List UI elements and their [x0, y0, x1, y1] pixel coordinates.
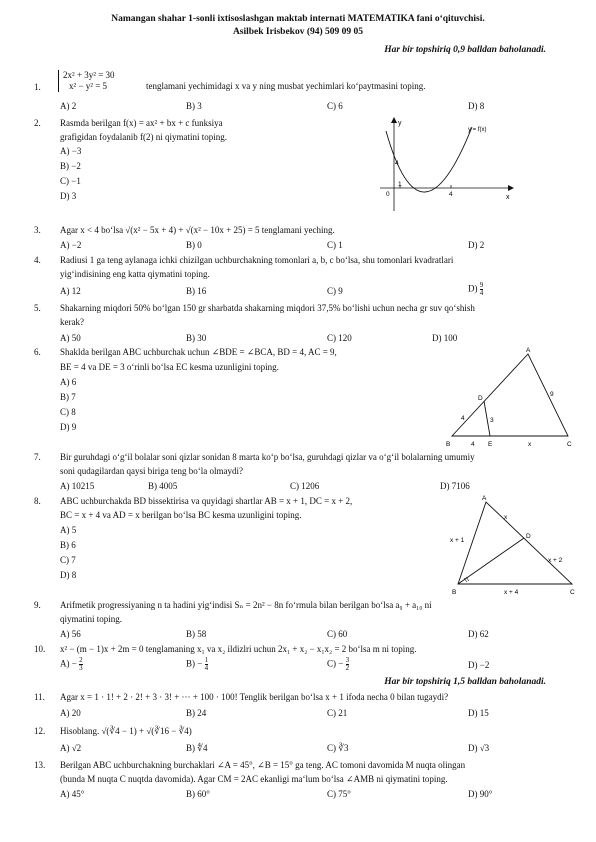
- q10-option-b-fraction: [205, 657, 209, 672]
- q3-number: 3.: [34, 225, 41, 235]
- frac-numerator: 2: [79, 656, 83, 664]
- tick-label-y4: 4: [395, 160, 399, 167]
- q8-line2: BC = x + 4 va AD = x berilgan bo‘lsa BC kesma uzunligini toping.: [60, 510, 302, 520]
- q11-option-a[interactable]: A) 20: [60, 708, 81, 718]
- frac-denominator: 3: [79, 664, 83, 672]
- frac-numerator: 1: [204, 656, 209, 664]
- q8-line1: ABC uchburchakda BD bissektirisa va quyidagi shartlar AB = x + 1, DC = x + 2,: [60, 496, 353, 506]
- point-e-label: E: [488, 441, 493, 448]
- q2-option-d[interactable]: D) 3: [60, 191, 77, 201]
- q4-number: 4.: [34, 255, 41, 265]
- side-ab-label: x + 1: [450, 537, 465, 544]
- q10-option-c[interactable]: [327, 657, 349, 672]
- section-heading-1: Har bir topshiriq 0,9 balldan baholanadi.: [384, 45, 546, 55]
- x-axis-arrow-icon: [508, 185, 514, 191]
- side-dc-label: x + 2: [548, 557, 563, 564]
- q4-line2: yig‘indisining eng katta qiymatini toping.: [60, 269, 210, 279]
- origin-label: 0: [386, 191, 390, 198]
- q3-text: Agar x < 4 bo‘lsa √(x² − 5x + 4) + √(x² − 10x + 25) = 5 tenglamani yeching.: [60, 225, 335, 235]
- q3-option-d[interactable]: D) 2: [468, 240, 485, 250]
- q2-line1: Rasmda berilgan f(x) = ax² + bx + c funksiya: [60, 118, 223, 128]
- q10-option-b-prefix: B) −: [186, 658, 203, 669]
- q2-line2: grafigidan foydalanib f(2) ni qiymatini toping.: [60, 132, 227, 142]
- side-ad-label: x: [504, 514, 508, 521]
- bisector-bd: [458, 538, 524, 584]
- q7-number: 7.: [34, 452, 41, 462]
- q7-option-d[interactable]: D) 7106: [440, 481, 470, 491]
- q6-number: 6.: [34, 347, 41, 357]
- q9-option-d[interactable]: D) 62: [468, 629, 489, 639]
- q13-line2: (bunda M nuqta C nuqtda davomida). Agar CM = 2AC ekanligi ma‘lum bo‘lsa ∠AMB ni qiymatini toping.: [60, 774, 448, 784]
- vertex-c-label: C: [570, 589, 575, 596]
- y-axis-label: y: [398, 120, 402, 127]
- q10-option-a[interactable]: [60, 657, 83, 672]
- q9-line2: qiymatini toping.: [60, 614, 122, 624]
- q2-option-a[interactable]: A) −3: [60, 146, 82, 156]
- vertex-b-label: B: [452, 589, 457, 596]
- q12-option-d[interactable]: D) √3: [468, 743, 490, 753]
- q10-text: x² − (m − 1)x + 2m = 0 tenglamaning x₁ va x₂ ildizlri uchun 2x₁ + x₂ − x₁x₂ = 2 bo‘lsa m ni toping.: [60, 644, 417, 654]
- side-bc-label: x + 4: [504, 589, 519, 596]
- q1-eq1: 2x² + 3y² = 30: [63, 70, 115, 80]
- vertex-a-label: A: [526, 347, 531, 354]
- point-d-label: D: [526, 533, 531, 540]
- q2-option-b[interactable]: B) −2: [60, 161, 81, 171]
- q1-number: 1.: [34, 82, 41, 92]
- q3-option-c[interactable]: C) 1: [327, 240, 343, 250]
- q2-option-c[interactable]: C) −1: [60, 176, 81, 186]
- side-ac-label: 9: [550, 391, 554, 398]
- q1-option-c[interactable]: C) 6: [327, 101, 343, 111]
- q2-parabola-graph: [376, 115, 516, 215]
- q12-option-a[interactable]: A) √2: [60, 743, 82, 753]
- q5-option-c[interactable]: C) 120: [327, 333, 352, 343]
- q11-option-b[interactable]: B) 24: [186, 708, 207, 718]
- tick-label-x1: 1: [398, 181, 402, 188]
- q6-option-b[interactable]: B) 7: [60, 392, 76, 402]
- q7-option-a[interactable]: A) 10215: [60, 481, 95, 491]
- q7-line1: Bir guruhdagi o‘g‘il bolalar soni qizlar sonidan 8 marta ko‘p bo‘lsa, guruhdagi qizlar va o‘g‘il bolalarning umumiy: [60, 452, 475, 462]
- q8-number: 8.: [34, 496, 41, 506]
- q4-line1: Radiusi 1 ga teng aylanaga ichki chizilgan uchburchakning tomonlari a, b, c bo‘lsa, shu tomonlari kvadratlari: [60, 255, 454, 265]
- frac-denominator: 4: [204, 664, 209, 672]
- q2-number: 2.: [34, 118, 41, 128]
- q6-option-c[interactable]: C) 8: [60, 407, 76, 417]
- q12-number: 12.: [34, 726, 46, 736]
- q5-line1: Shakarning miqdori 50% bo‘lgan 150 gr sharbatda shakarning miqdori 37,5% bo‘lishi uchun necha gr suv qo‘shish: [60, 303, 475, 313]
- q1-option-d[interactable]: D) 8: [468, 101, 485, 111]
- q5-option-d[interactable]: D) 100: [432, 333, 458, 343]
- q7-option-b[interactable]: B) 4005: [148, 481, 178, 491]
- q4-option-c[interactable]: C) 9: [327, 286, 343, 296]
- q13-option-a[interactable]: A) 45°: [60, 789, 85, 799]
- function-label: y = f(x): [468, 127, 487, 133]
- header-contact: Asilbek Irisbekov (94) 509 09 05: [232, 27, 364, 37]
- q9-number: 9.: [34, 600, 41, 610]
- q8-option-a[interactable]: A) 5: [60, 525, 77, 535]
- side-de-label: 3: [490, 417, 494, 424]
- q5-line2: kerak?: [60, 317, 84, 327]
- q13-number: 13.: [34, 760, 46, 770]
- side-ec-label: x: [528, 441, 532, 448]
- q7-line2: soni qudagilardan qaysi biriga teng bo‘la olmaydi?: [60, 466, 243, 476]
- q10-option-c-prefix: C) −: [327, 658, 344, 669]
- q12-text: Hisoblang. √(∛4 − 1) + √(∛16 − ∛4): [60, 726, 192, 736]
- q1-option-b[interactable]: B) 3: [186, 101, 202, 111]
- header-teacher: Namangan shahar 1-sonli ixtisoslashgan maktab internati MATEMATIKA fani o‘qituvchisi.: [111, 14, 485, 24]
- q9-line1: Arifmetik progressiyaning n ta hadini yig‘indisi Sₙ = 2n² − 8n fo‘rmula bilan berilgan bo‘lsa a₉ + a₁₀ ni: [60, 600, 432, 610]
- q1-eq2: x² − y² = 5: [69, 81, 108, 91]
- q13-option-d[interactable]: D) 90°: [468, 789, 493, 799]
- q3-option-b[interactable]: B) 0: [186, 240, 202, 250]
- q11-number: 11.: [34, 692, 45, 702]
- q9-option-b[interactable]: B) 58: [186, 629, 207, 639]
- q10-option-d[interactable]: D) −2: [468, 660, 490, 670]
- q9-option-c[interactable]: C) 60: [327, 629, 348, 639]
- q1-system: [58, 70, 115, 92]
- q8-option-d[interactable]: D) 8: [60, 570, 77, 580]
- q3-option-a[interactable]: A) −2: [60, 240, 82, 250]
- q6-option-d[interactable]: D) 9: [60, 422, 77, 432]
- q11-option-d[interactable]: D) 15: [468, 708, 489, 718]
- q8-option-b[interactable]: B) 6: [60, 540, 76, 550]
- q4-option-d-prefix: D): [468, 283, 478, 294]
- q9-option-a[interactable]: A) 56: [60, 629, 81, 639]
- frac-denominator: 2: [345, 664, 350, 672]
- q11-option-c[interactable]: C) 21: [327, 708, 348, 718]
- vertex-a-label: A: [482, 495, 487, 502]
- q8-triangle-figure: [448, 494, 580, 600]
- q7-option-c[interactable]: C) 1206: [290, 481, 320, 491]
- q4-option-b[interactable]: B) 16: [186, 286, 207, 296]
- q13-line1: Berilgan ABC uchburchakning burchaklari ∠A = 45°, ∠B = 15° ga teng. AC tomoni davomida M nuqta olingan: [60, 760, 466, 770]
- q5-option-a[interactable]: A) 50: [60, 333, 81, 343]
- x-axis-label: x: [506, 194, 510, 201]
- q11-text: Agar x = 1 · 1! + 2 · 2! + 3 · 3! + ··· + 100 · 100! Tenglik berilgan bo‘lsa x + 1 ifoda necha 0 bilan tugaydi?: [60, 692, 449, 702]
- q10-option-a-prefix: A) −: [60, 658, 77, 669]
- q6-line2: BE = 4 va DE = 3 o‘rinli bo‘lsa EC kesma uzunligini toping.: [60, 362, 279, 372]
- q13-option-b[interactable]: B) 60°: [186, 789, 210, 799]
- frac-numerator: 3: [345, 656, 350, 664]
- q10-option-c-fraction: [346, 657, 350, 672]
- q10-option-a-fraction: [79, 657, 83, 672]
- vertex-c-label: C: [567, 441, 572, 448]
- frac-denominator: 4: [479, 289, 484, 297]
- q6-option-a[interactable]: A) 6: [60, 377, 77, 387]
- q13-option-c[interactable]: C) 75°: [327, 789, 351, 799]
- point-d-label: D: [478, 395, 483, 402]
- tick-label-x4: 4: [449, 191, 453, 198]
- q8-option-c[interactable]: C) 7: [60, 555, 76, 565]
- q1-text: tenglamani yechimidagi x va y ning musbat yechimlari ko‘paytmasini toping.: [146, 81, 426, 91]
- q6-triangle-figure: [442, 344, 576, 450]
- q10-number: 10.: [34, 644, 46, 654]
- side-bd-label: 4: [461, 415, 465, 422]
- q4-option-a[interactable]: A) 12: [60, 286, 81, 296]
- q6-line1: Shaklda berilgan ABC uchburchak uchun ∠BDE = ∠BCA, BD = 4, AC = 9,: [60, 347, 337, 357]
- q12-option-c[interactable]: C) ∛3: [327, 743, 349, 753]
- q4-option-d-fraction: [480, 282, 484, 297]
- q5-option-b[interactable]: B) 30: [186, 333, 207, 343]
- angle-mark-icon: [464, 577, 469, 582]
- vertex-b-label: B: [446, 441, 451, 448]
- q1-option-a[interactable]: A) 2: [60, 101, 77, 111]
- q12-option-b[interactable]: B) ∜4: [186, 743, 208, 753]
- side-be-label: 4: [471, 441, 475, 448]
- section-heading-2: Har bir topshiriq 1,5 balldan baholanadi.: [384, 677, 546, 687]
- frac-numerator: 9: [479, 281, 484, 289]
- q10-option-b[interactable]: [186, 657, 208, 672]
- q5-number: 5.: [34, 303, 41, 313]
- q4-option-d[interactable]: [468, 282, 483, 297]
- y-axis-arrow-icon: [391, 117, 397, 123]
